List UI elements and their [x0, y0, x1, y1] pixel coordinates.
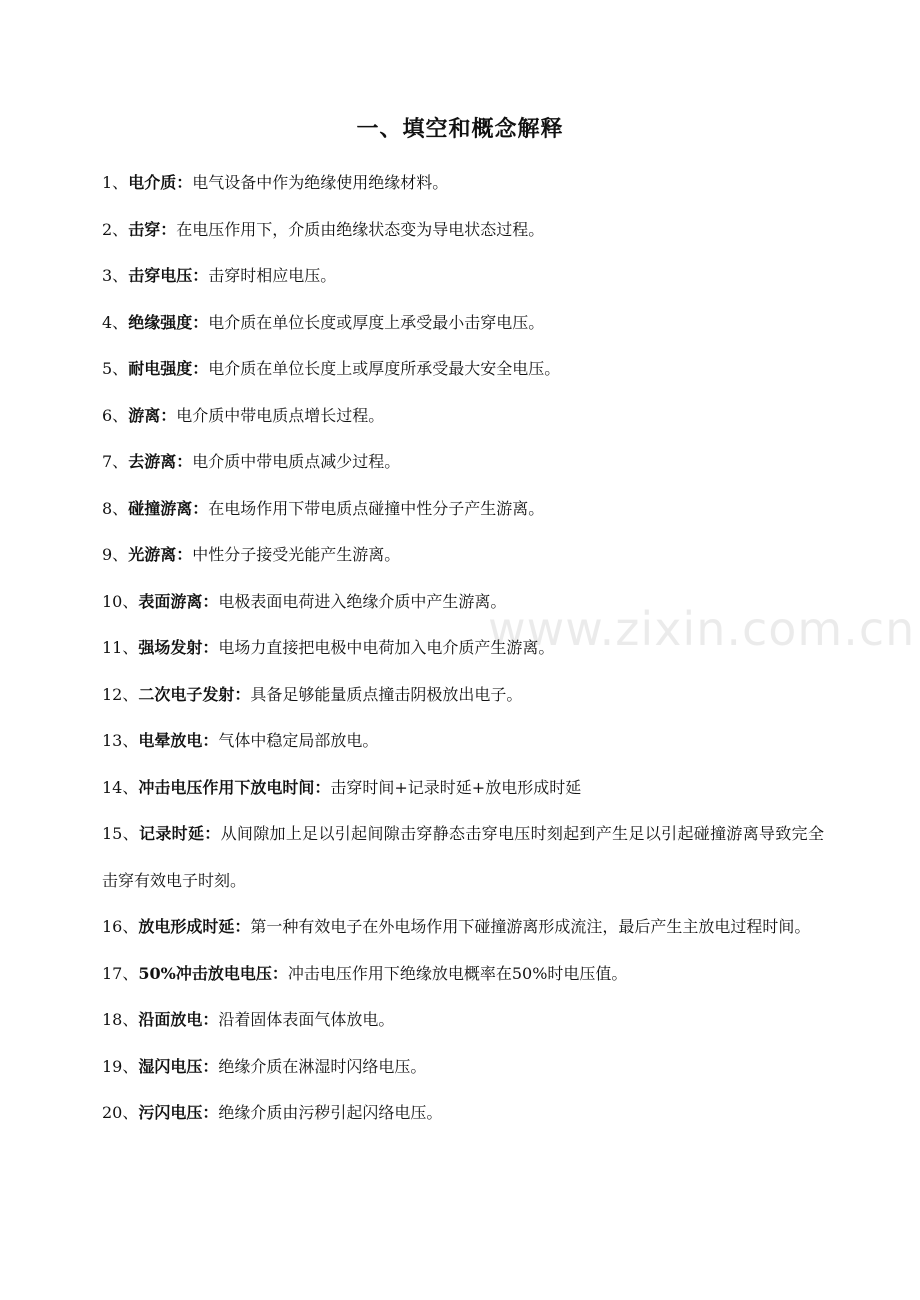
list-item: [102, 904, 824, 951]
item-term: 放电形成时延：: [138, 917, 251, 936]
item-term: 强场发射：: [138, 638, 219, 657]
list-item: [102, 951, 824, 998]
list-item: [102, 300, 824, 347]
item-term: 记录时延：: [139, 824, 221, 843]
item-number: 6、: [102, 405, 129, 425]
item-term: 去游离：: [128, 452, 193, 471]
list-item: [102, 207, 824, 254]
list-item: [102, 1044, 824, 1091]
list-item: [102, 625, 824, 672]
item-number: 7、: [102, 452, 129, 471]
list-item: [102, 765, 824, 812]
item-term: 绝缘强度：: [128, 312, 209, 332]
list-item: [102, 579, 824, 626]
list-item: [102, 672, 824, 719]
item-definition: 冲击电压作用下绝缘放电概率在50%时电压值。: [287, 963, 628, 983]
list-item: [102, 997, 824, 1044]
item-definition: 在电场作用下带电质点碰撞中性分子产生游离。: [208, 498, 545, 518]
item-term: 耐电强度：: [128, 359, 209, 378]
item-number: 11、: [102, 638, 139, 657]
item-number: 14、: [102, 777, 139, 797]
item-definition: 从间隙加上足以引起间隙击穿静态击穿电压时刻起到产生足以引起碰撞游离导致完全击穿有效电子时刻。: [102, 824, 824, 890]
item-term: 50%冲击放电电压：: [138, 963, 288, 983]
item-term: 碰撞游离：: [128, 498, 209, 518]
item-term: 击穿电压：: [128, 266, 209, 285]
watermark: www.zixin.com.cn: [488, 602, 916, 656]
item-number: 13、: [102, 731, 139, 750]
item-number: 8、: [102, 498, 129, 518]
list-item: [102, 486, 824, 533]
item-term: 表面游离：: [138, 591, 219, 611]
item-definition: 电介质中带电质点增长过程。: [176, 405, 385, 425]
list-item: [102, 346, 824, 393]
item-number: 20、: [102, 1103, 139, 1122]
item-number: 17、: [102, 963, 139, 983]
item-number: 5、: [102, 359, 129, 378]
item-term: 电晕放电：: [138, 731, 219, 750]
list-item: [102, 811, 824, 904]
item-definition: 具备足够能量质点撞击阴极放出电子。: [250, 684, 523, 704]
list-item: [102, 393, 824, 440]
item-term: 二次电子发射：: [138, 684, 251, 704]
item-definition: 绝缘介质由污秽引起闪络电压。: [218, 1103, 443, 1122]
item-number: 10、: [102, 591, 139, 611]
item-definition: 气体中稳定局部放电。: [218, 731, 379, 750]
item-number: 2、: [102, 219, 129, 239]
item-term: 光游离：: [128, 545, 193, 564]
page-title: 一、填空和概念解释: [356, 116, 564, 142]
item-number: 4、: [102, 312, 129, 332]
list-item: [102, 160, 824, 207]
list-item: [102, 1090, 824, 1137]
item-definition: 电场力直接把电极中电荷加入电介质产生游离。: [218, 638, 555, 657]
item-definition: 电气设备中作为绝缘使用绝缘材料。: [192, 173, 449, 192]
item-definition: 击穿时相应电压。: [208, 266, 337, 285]
list-item: [102, 439, 824, 486]
item-definition: 绝缘介质在淋湿时闪络电压。: [218, 1056, 427, 1076]
item-term: 湿闪电压：: [138, 1056, 219, 1076]
item-definition: 第一种有效电子在外电场作用下碰撞游离形成流注，最后产生主放电过程时间。: [250, 917, 811, 936]
item-number: 15、: [102, 824, 139, 843]
definition-list: [102, 160, 824, 1137]
item-number: 16、: [102, 917, 139, 936]
item-definition: 中性分子接受光能产生游离。: [192, 545, 401, 564]
item-term: 冲击电压作用下放电时间：: [138, 777, 331, 797]
item-definition: 电介质在单位长度或厚度上承受最小击穿电压。: [208, 312, 545, 332]
item-definition: 在电压作用下，介质由绝缘状态变为导电状态过程。: [176, 219, 545, 239]
item-number: 19、: [102, 1056, 139, 1076]
item-term: 游离：: [128, 405, 177, 425]
item-definition: 击穿时间+记录时延+放电形成时延: [330, 777, 582, 797]
item-definition: 电极表面电荷进入绝缘介质中产生游离。: [218, 591, 507, 611]
item-definition: 电介质在单位长度上或厚度所承受最大安全电压。: [208, 359, 561, 378]
item-term: 沿面放电：: [138, 1010, 219, 1029]
item-term: 击穿：: [128, 219, 177, 239]
item-definition: 电介质中带电质点减少过程。: [192, 452, 401, 471]
item-definition: 沿着固体表面气体放电。: [218, 1010, 395, 1029]
list-item: [102, 253, 824, 300]
item-term: 电介质：: [128, 173, 193, 192]
list-item: [102, 718, 824, 765]
item-number: 12、: [102, 684, 139, 704]
item-number: 9、: [102, 545, 129, 564]
item-number: 3、: [102, 266, 129, 285]
item-number: 18、: [102, 1010, 139, 1029]
item-number: 1、: [102, 173, 129, 192]
list-item: [102, 532, 824, 579]
item-term: 污闪电压：: [138, 1103, 219, 1122]
